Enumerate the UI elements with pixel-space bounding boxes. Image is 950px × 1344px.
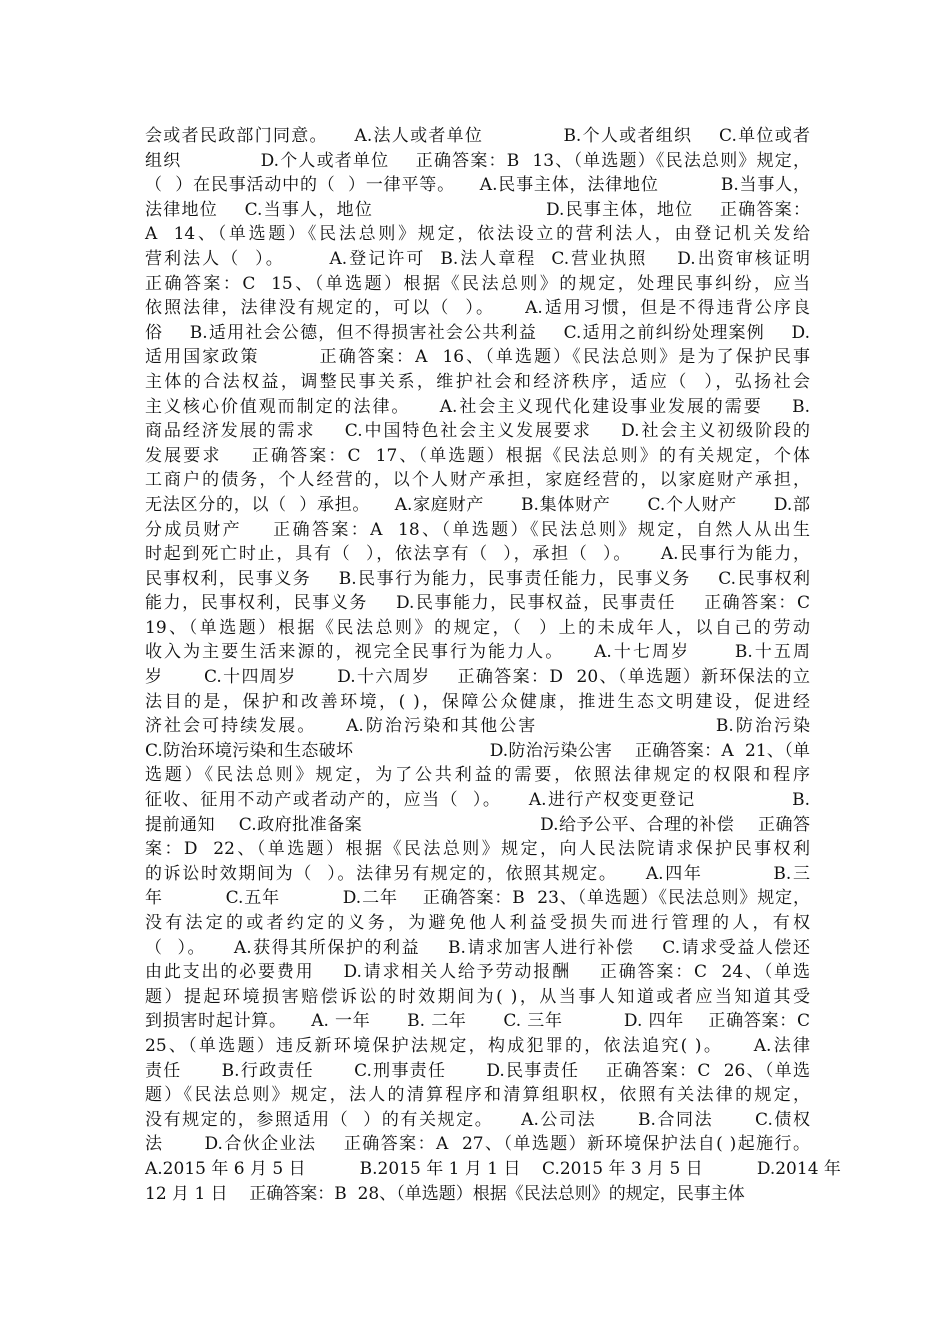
text-line: 由此支出的必要费用 D.请求相关人给予劳动报酬 正确答案：C 24、（单选 bbox=[145, 962, 810, 983]
text-line: 依照法律，法律没有规定的，可以（ ）。 A.适用习惯，但是不得违背公序良 bbox=[145, 298, 810, 319]
text-line: 组织 D.个人或者单位 正确答案：B 13、（单选题）《民法总则》规定， bbox=[145, 150, 810, 171]
text-line: 适用国家政策 正确答案：A 16、（单选题）《民法总则》是为了保护民事 bbox=[145, 347, 810, 368]
text-line: 19、（单选题）根据《民法总则》的规定，（ ）上的未成年人，以自己的劳动 bbox=[145, 617, 810, 638]
text-line: 工商户的债务，个人经营的，以个人财产承担，家庭经营的，以家庭财产承担， bbox=[145, 470, 810, 491]
text-line: C.防治环境污染和生态破坏 D.防治污染公害 正确答案：A 21、（单 bbox=[145, 740, 810, 761]
text-line: 民事权利，民事义务 B.民事行为能力，民事责任能力，民事义务 C.民事权利 bbox=[145, 568, 810, 589]
text-line: 营利法人（ ）。 A.登记许可 B.法人章程 C.营业执照 D.出资审核证明 bbox=[145, 248, 810, 269]
text-line: 能力，民事权利，民事义务 D.民事能力，民事权益，民事责任 正确答案：C bbox=[145, 593, 810, 614]
text-line: A 14、（单选题）《民法总则》规定，依法设立的营利法人，由登记机关发给 bbox=[145, 224, 810, 245]
text-line: 的诉讼时效期间为（ ）。法律另有规定的，依照其规定。 A.四年 B.三 bbox=[145, 863, 810, 884]
text-line: 时起到死亡时止，具有（ ），依法享有（ ），承担（ ）。 A.民事行为能力， bbox=[145, 544, 810, 565]
text-line: 无法区分的，以（ ）承担。 A.家庭财产 B.集体财产 C.个人财产 D.部 bbox=[145, 494, 810, 515]
text-line: 商品经济发展的需求 C.中国特色社会主义发展要求 D.社会主义初级阶段的 bbox=[145, 421, 810, 442]
text-line: 济社会可持续发展。 A.防治污染和其他公害 B.防治污染 bbox=[145, 716, 810, 737]
text-line: 提前通知 C.政府批准备案 D.给予公平、合理的补偿 正确答 bbox=[145, 814, 810, 835]
text-line: 分成员财产 正确答案：A 18、（单选题）《民法总则》规定，自然人从出生 bbox=[145, 519, 810, 540]
text-line: 题）《民法总则》规定，法人的清算程序和清算组职权，依照有关法律的规定， bbox=[145, 1085, 810, 1106]
text-line: 题）提起环境损害赔偿诉讼的时效期间为( )，从当事人知道或者应当知道其受 bbox=[145, 986, 810, 1007]
text-line: 12 月 1 日 正确答案：B 28、（单选题）根据《民法总则》的规定，民事主体 bbox=[145, 1183, 745, 1204]
text-line: 法 D.合伙企业法 正确答案：A 27、（单选题）新环境保护法自( )起施行。 bbox=[145, 1134, 810, 1155]
text-line: 25、（单选题）违反新环境保护法规定，构成犯罪的，依法追究( )。 A.法律 bbox=[145, 1035, 810, 1056]
text-line: 会或者民政部门同意。 A.法人或者单位 B.个人或者组织 C.单位或者 bbox=[145, 126, 810, 146]
text-line: 到损害时起计算。 A. 一年 B. 二年 C. 三年 D. 四年 正确答案：C bbox=[145, 1011, 810, 1032]
text-line: 俗 B.适用社会公德，但不得损害社会公共利益 C.适用之前纠纷处理案例 D. bbox=[145, 322, 810, 343]
text-line: 责任 B.行政责任 C.刑事责任 D.民事责任 正确答案：C 26、（单选 bbox=[145, 1060, 810, 1081]
text-line: 发展要求 正确答案：C 17、（单选题）根据《民法总则》的有关规定，个体 bbox=[145, 445, 810, 466]
text-line: （ ）。 A.获得其所保护的利益 B.请求加害人进行补偿 C.请求受益人偿还 bbox=[145, 937, 810, 958]
text-line: A.2015 年 6 月 5 日 B.2015 年 1 月 1 日 C.2015 年 3 月 5 日 D.2014 年 bbox=[145, 1158, 841, 1179]
document-body bbox=[145, 124, 841, 1206]
text-line: 法律地位 C.当事人，地位 D.民事主体，地位 正确答案： bbox=[145, 199, 810, 220]
text-line: 法目的是，保护和改善环境，( )，保障公众健康，推进生态文明建设，促进经 bbox=[145, 691, 810, 712]
text-line: 正确答案：C 15、（单选题）根据《民法总则》的规定，处理民事纠纷，应当 bbox=[145, 273, 810, 294]
text-line: 岁 C.十四周岁 D.十六周岁 正确答案：D 20、（单选题）新环保法的立 bbox=[145, 667, 810, 688]
text-line: 没有法定的或者约定的义务，为避免他人利益受损失而进行管理的人，有权 bbox=[145, 913, 810, 933]
text-line: 没有规定的，参照适用（ ）的有关规定。 A.公司法 B.合同法 C.债权 bbox=[145, 1109, 810, 1130]
text-line: 征收、征用不动产或者动产的，应当（ ）。 A.进行产权变更登记 B. bbox=[145, 790, 810, 811]
text-line: 选题）《民法总则》规定，为了公共利益的需要，依照法律规定的权限和程序 bbox=[145, 765, 810, 786]
text-line: 收入为主要生活来源的，视完全民事行为能力人。 A.十七周岁 B.十五周 bbox=[145, 642, 810, 663]
text-line: 年 C.五年 D.二年 正确答案：B 23、（单选题）《民法总则》规定， bbox=[145, 888, 810, 909]
text-line: 主体的合法权益，调整民事关系，维护社会和经济秩序，适应（ ），弘扬社会 bbox=[145, 371, 810, 392]
text-line: 主义核心价值观而制定的法律。 A.社会主义现代化建设事业发展的需要 B. bbox=[145, 396, 810, 417]
text-line: 案：D 22、（单选题）根据《民法总则》规定，向人民法院请求保护民事权利 bbox=[145, 839, 810, 860]
text-line: （ ）在民事活动中的（ ）一律平等。 A.民事主体，法律地位 B.当事人， bbox=[145, 175, 810, 196]
